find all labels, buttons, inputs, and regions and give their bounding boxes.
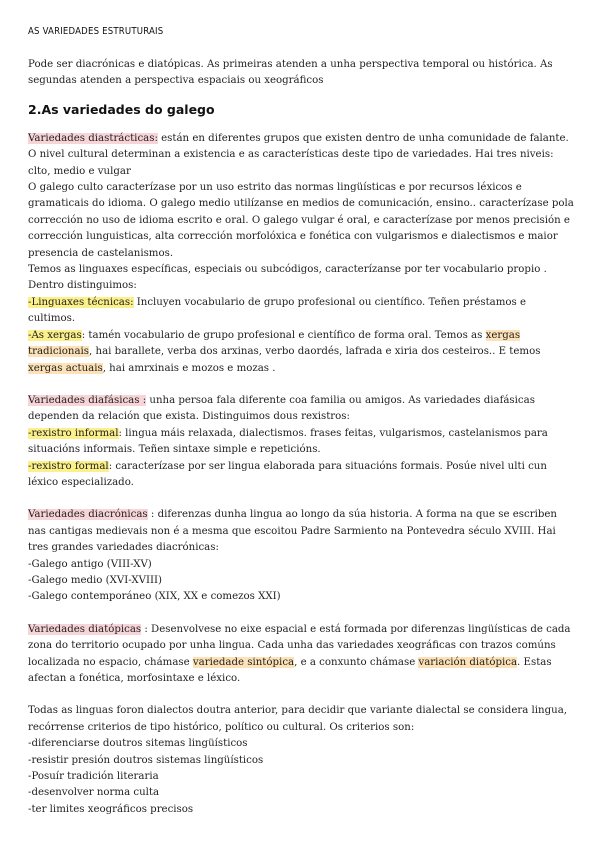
diacronicas-list (28, 557, 576, 606)
rexistro-formal-item: -rexistro formal: caracterízase por ser lingua elaborada para situacións formais. Posúe nivel ulti cun léxico especializado. (28, 460, 547, 488)
list-item: -Galego medio (XVI-XVIII) (28, 574, 163, 586)
list-item: -desenvolver norma culta (28, 787, 160, 799)
diacronicas-paragraph: Variedades diacrónicas : diferenzas dunha lingua ao longo da súa historia. A forma na que se escriben nas cantigas medievais non é a mesma que escoitou Padre Sarmiento na Pontevedra século XVIII. Hai tres grandes variedades diacrónicas: (28, 509, 557, 554)
list-item: -Posuír tradición literaria (28, 771, 159, 783)
variedade-sintopica-highlight: variedade sintópica (192, 656, 295, 668)
diatopicas-paragraph: Variedades diatópicas : Desenvolvese no eixe espacial e está formada por diferenzas lingüísticas de cada zona do territorio ocupado por unha lingua. Cada unha das variedades xeográficas con trazos comúns localizada no espacio, chámase variedade sintópica, e a conxunto chámase variación diatópica. Estas afectan a fonética, morfosintaxe e léxico. (28, 623, 571, 684)
intro-paragraph: Pode ser diacrónicas e diatópicas. As primeiras atenden a unha perspectiva temporal ou histórica. As segundas atenden a perspectiva espaciais ou xeográficos (28, 59, 553, 87)
list-item: -Galego contemporáneo (XIX, XX e comezos XXI) (28, 591, 281, 603)
xergas-actuais-highlight: xergas actuais (28, 362, 103, 374)
list-item: -diferenciarse doutros sitemas lingüísticos (28, 738, 248, 750)
criterios-paragraph: Todas as linguas foron dialectos doutra anterior, para decidir que variante dialectal se considera lingua, recórrense criterios de tipo histórico, político ou cultural. Os criterios son: (28, 705, 567, 733)
diatopicas-term: Variedades diatópicas (28, 623, 142, 635)
diafasicas-term: Variedades diafásicas : (28, 394, 147, 406)
diacronicas-term: Variedades diacrónicas (28, 509, 148, 521)
linguaxes-tecnicas-term: -Linguaxes técnicas: (28, 296, 134, 308)
xergas-term: -As xergas (28, 329, 82, 341)
linguaxes-tecnicas-item: -Linguaxes técnicas: Incluyen vocabulario de grupo profesional ou científico. Teñen préstamos e cultimos. (28, 296, 527, 325)
rexistro-informal-term: -rexistro informal (28, 427, 119, 439)
linguaxes-paragraph: Temos as linguaxes específicas, especiais ou subcódigos, caracterízanse por ter vocabulario propio . Dentro distinguimos: (28, 264, 547, 292)
criterios-list (28, 736, 576, 818)
document-title: AS VARIEDADES ESTRUTURAIS (28, 26, 164, 37)
xergas-item: -As xergas: tamén vocabulario de grupo profesional e científico de forma oral. Temos as xergas tradicionais, hai barallete, verba dos arxinas, verbo daordés, lafrada e xiria dos cesteiros.. E temos xergas actuais, hai amrxinais e mozos e mozas . (28, 329, 541, 374)
list-item: -ter limites xeográficos precisos (28, 803, 194, 815)
rexistro-formal-term: -rexistro formal (28, 460, 109, 472)
diafasicas-paragraph: Variedades diafásicas : unha persoa fala diferente coa familia ou amigos. As variedades diafásicas dependen da relación que exista. Distinguimos dous rexistros: (28, 394, 535, 423)
diastraticas-term: Variedades diastrácticas: (28, 132, 158, 144)
section-heading: 2.As variedades do galego (28, 101, 215, 117)
list-item: -resistir presión doutros sistemas lingüísticos (28, 754, 264, 766)
variacion-diatopica-highlight: variación diatópica (418, 656, 518, 668)
xergas-tradicionais-highlight: xergas tradicionais (28, 329, 521, 358)
list-item: -Galego antigo (VIII-XV) (28, 558, 152, 570)
galego-culto-paragraph: O galego culto caracterízase por un uso estrito das normas lingüísticas e por recursos léxicos e gramaticais do idioma. O galego medio utilízanse en medios de comunicación, ensino.. caracterízase pola corrección no uso de idioma escrito e oral. O galego vulgar é oral, e caracterízase por menos precisión e corrección lunguisticas, alta corrección morfolóxica e fonética con vulgarismos e dialectismos e maior presencia de castelanismos. (28, 182, 574, 259)
diastraticas-paragraph: Variedades diastrácticas: están en diferentes grupos que existen dentro de unha comunidade de falante. O nivel cultural determinan a existencia e as características deste tipo de variedades. Hai tres niveis: clto, medio e vulgar (28, 132, 569, 177)
rexistro-informal-item: -rexistro informal: lingua máis relaxada, dialectismos. frases feitas, vulgarismos, castelanismos para situacións informais. Teñen sintaxe simple e repeticións. (28, 427, 548, 456)
document-page (28, 26, 576, 818)
